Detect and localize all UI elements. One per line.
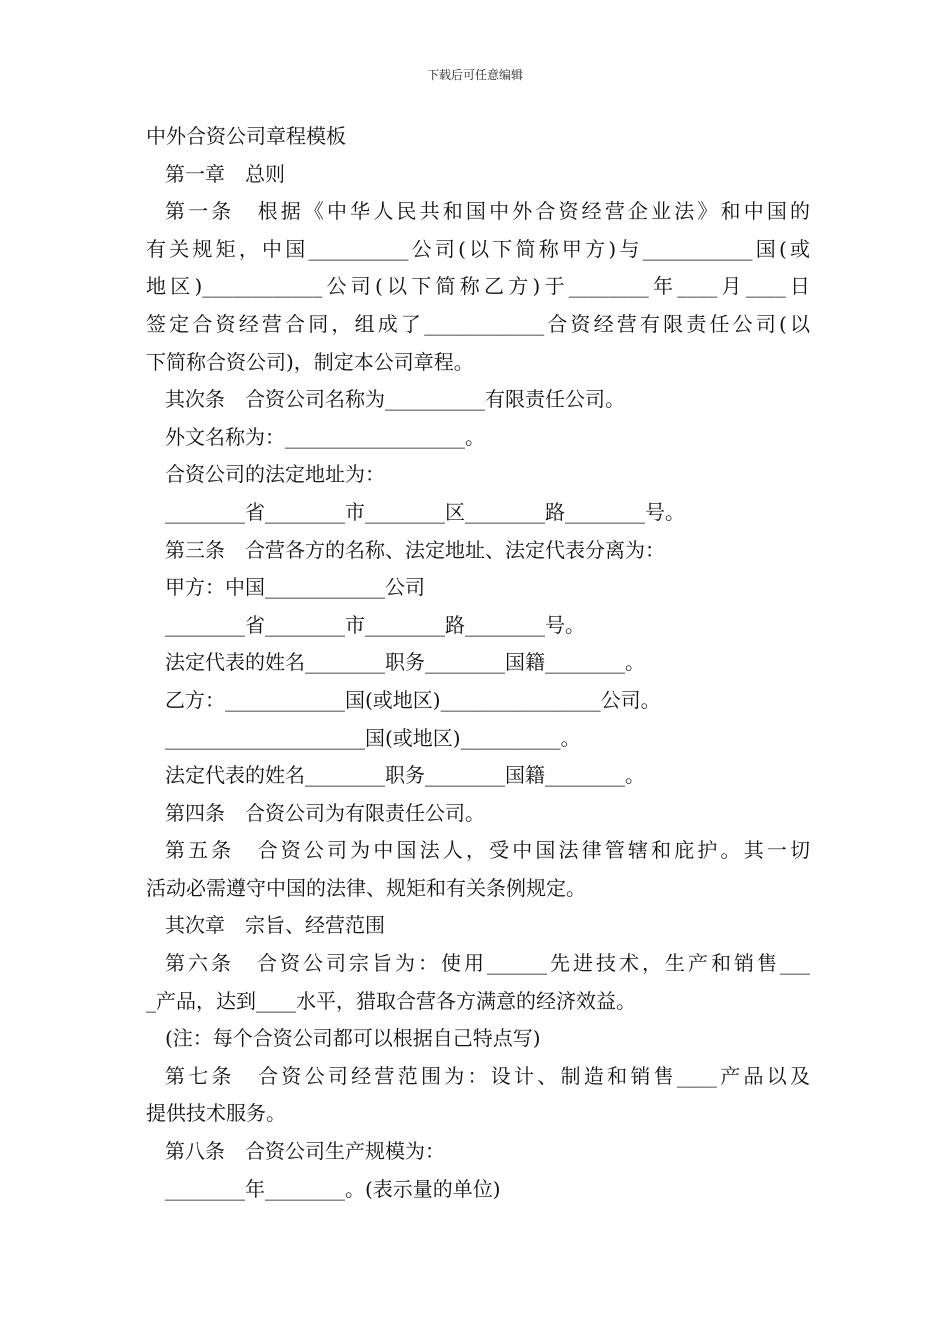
article-line: 第六条 合资公司宗旨为：使用______先进技术，生产和销售___ xyxy=(165,951,810,976)
article-line: 法定代表的姓名________职务________国籍________。 xyxy=(165,650,645,675)
article-line: 签定合资经营合同，组成了____________合资经营有限责任公司(以 xyxy=(146,311,810,336)
article-line: 甲方：中国____________公司 xyxy=(165,575,425,600)
article-line: 外文名称为：__________________。 xyxy=(165,424,485,449)
article-line: ________年________。(表示量的单位) xyxy=(165,1176,501,1201)
note-line: (注：每个合资公司都可以根据自己特点写) xyxy=(165,1026,541,1051)
article-line: 其次条 合资公司名称为__________有限责任公司。 xyxy=(165,387,625,412)
article-line: 地区)____________公司(以下简称乙方)于________年____月____日 xyxy=(146,274,810,299)
article-line: ________省________市________路________号。 xyxy=(165,612,585,637)
article-line: 有关规矩，中国__________公司(以下简称甲方)与___________国(或 xyxy=(146,236,810,261)
doc-title: 中外合资公司章程模板 xyxy=(146,124,346,148)
article-line: ____________________国(或地区)__________。 xyxy=(165,725,581,750)
article-line: ________省________市________区________路________号。 xyxy=(165,499,685,524)
article-line: 第八条 合资公司生产规模为： xyxy=(165,1139,445,1164)
document-body xyxy=(146,118,810,1208)
article-line: 法定代表的姓名________职务________国籍________。 xyxy=(165,763,645,788)
article-line: 第一条 根据《中华人民共和国中外合资经营企业法》和中国的 xyxy=(165,199,810,224)
article-line: 乙方：____________国(或地区)________________公司。 xyxy=(165,687,661,712)
page-header: 下载后可任意编辑 xyxy=(426,68,523,82)
article-line: 第五条 合资公司为中国法人，受中国法律管辖和庇护。其一切 xyxy=(165,838,810,863)
chapter-heading: 第一章 总则 xyxy=(165,161,285,186)
article-line: 提供技术服务。 xyxy=(146,1101,286,1126)
article-line: 下简称合资公司)，制定本公司章程。 xyxy=(146,349,474,374)
chapter-heading: 其次章 宗旨、经营范围 xyxy=(165,913,385,938)
article-line: _产品，达到____水平，猎取合营各方满意的经济效益。 xyxy=(146,988,636,1013)
article-line: 活动必需遵守中国的法律、规矩和有关条例规定。 xyxy=(146,875,586,900)
article-line: 合资公司的法定地址为： xyxy=(165,462,385,487)
article-line: 第七条 合资公司经营范围为：设计、制造和销售____产品以及 xyxy=(165,1063,810,1088)
article-line: 第三条 合营各方的名称、法定地址、法定代表分离为： xyxy=(165,537,665,562)
article-line: 第四条 合资公司为有限责任公司。 xyxy=(165,800,485,825)
